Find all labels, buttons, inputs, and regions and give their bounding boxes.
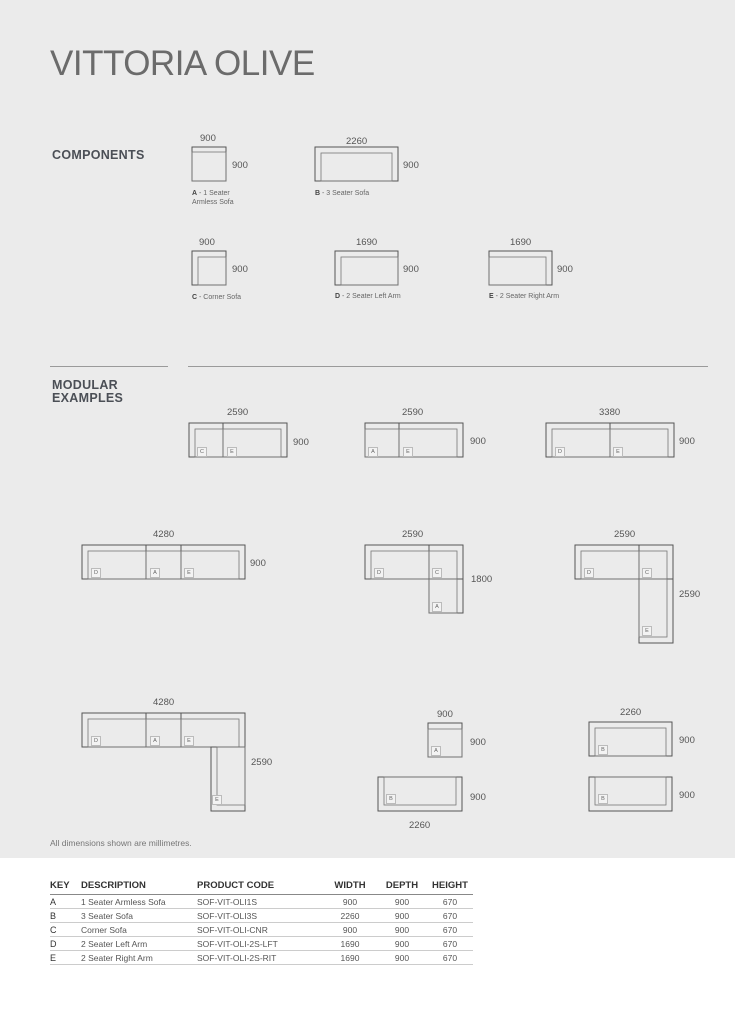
module-tag: E: [212, 795, 222, 805]
example-3-depth: 900: [679, 436, 695, 447]
example-6-depth: 2590: [679, 589, 701, 600]
row-key: A: [50, 895, 81, 909]
component-a-label: - 1 Seater: [199, 190, 230, 197]
components-heading: COMPONENTS: [52, 148, 145, 162]
example-3-width: 3380: [599, 407, 621, 418]
example-7-depth: 2590: [251, 757, 273, 768]
example-9-depth-bottom: 900: [679, 790, 695, 801]
component-b-label: - 3 Seater Sofa: [322, 190, 370, 197]
row-product-code: SOF-VIT-OLI3S: [197, 909, 323, 923]
row-description: 2 Seater Left Arm: [81, 937, 197, 951]
component-a-plan: [192, 147, 226, 181]
row-depth: 900: [377, 923, 427, 937]
row-width: 1690: [323, 951, 377, 965]
example-8-depth-bottom: 900: [470, 792, 486, 803]
module-tag: C: [432, 568, 442, 578]
component-b-caption: [315, 189, 369, 198]
component-e-key: E: [489, 293, 494, 300]
module-tag: E: [613, 447, 623, 457]
table-row: [50, 909, 473, 923]
row-width: 1690: [323, 937, 377, 951]
row-height: 670: [427, 937, 473, 951]
component-a-label2: Armless Sofa: [192, 199, 234, 206]
component-a-depth: 900: [232, 160, 248, 171]
component-d-plan: [335, 251, 398, 285]
component-c-plan: [192, 251, 226, 285]
row-width: 900: [323, 895, 377, 909]
example-2-width: 2590: [402, 407, 424, 418]
table-row: [50, 895, 473, 909]
example-4-width: 4280: [153, 529, 175, 540]
module-tag: A: [150, 736, 160, 746]
component-a-key: A: [192, 190, 198, 197]
module-tag: B: [598, 745, 608, 755]
row-description: Corner Sofa: [81, 923, 197, 937]
component-a-caption: [192, 189, 234, 207]
component-b-width: 2260: [346, 136, 368, 147]
example-2-depth: 900: [470, 436, 486, 447]
row-description: 2 Seater Right Arm: [81, 951, 197, 965]
component-d-key: D: [335, 293, 341, 300]
modular-heading-line1: MODULAR: [52, 378, 118, 392]
header-description: DESCRIPTION: [81, 880, 197, 895]
table-row: [50, 937, 473, 951]
component-b-depth: 900: [403, 160, 419, 171]
component-e-width: 1690: [510, 237, 532, 248]
module-tag: C: [197, 447, 207, 457]
row-height: 670: [427, 909, 473, 923]
row-product-code: SOF-VIT-OLI-CNR: [197, 923, 323, 937]
component-d-depth: 900: [403, 264, 419, 275]
module-tag: E: [184, 736, 194, 746]
row-product-code: SOF-VIT-OLI-2S-RIT: [197, 951, 323, 965]
table-row: [50, 923, 473, 937]
component-c-depth: 900: [232, 264, 248, 275]
header-height: HEIGHT: [427, 880, 473, 895]
header-product-code: PRODUCT CODE: [197, 880, 323, 895]
row-product-code: SOF-VIT-OLI-2S-LFT: [197, 937, 323, 951]
example-1-width: 2590: [227, 407, 249, 418]
row-height: 670: [427, 951, 473, 965]
row-height: 670: [427, 923, 473, 937]
component-b-key: B: [315, 190, 321, 197]
example-3-plan: [546, 423, 674, 457]
row-height: 670: [427, 895, 473, 909]
component-e-depth: 900: [557, 264, 573, 275]
specification-table: [50, 880, 473, 965]
module-tag: A: [432, 602, 442, 612]
example-8-width-top: 900: [437, 709, 453, 720]
example-5-width: 2590: [402, 529, 424, 540]
component-d-caption: [335, 292, 401, 301]
module-tag: A: [368, 447, 378, 457]
row-product-code: SOF-VIT-OLI1S: [197, 895, 323, 909]
example-8-width-bottom: 2260: [409, 820, 431, 831]
example-1-depth: 900: [293, 437, 309, 448]
example-5-plan: [365, 545, 463, 613]
row-key: C: [50, 923, 81, 937]
module-tag: A: [150, 568, 160, 578]
example-4-plan: [82, 545, 245, 579]
row-description: 3 Seater Sofa: [81, 909, 197, 923]
module-tag: D: [91, 568, 101, 578]
module-tag: A: [431, 746, 441, 756]
component-e-label: - 2 Seater Right Arm: [495, 293, 560, 300]
header-depth: DEPTH: [377, 880, 427, 895]
component-c-label: - Corner Sofa: [199, 294, 242, 301]
component-d-width: 1690: [356, 237, 378, 248]
component-e-plan: [489, 251, 552, 285]
example-2-plan: [365, 423, 463, 457]
module-tag: D: [584, 568, 594, 578]
component-e-caption: [489, 292, 559, 301]
module-tag: E: [403, 447, 413, 457]
component-c-width: 900: [199, 237, 215, 248]
example-6-width: 2590: [614, 529, 636, 540]
component-c-key: C: [192, 294, 198, 301]
module-tag: D: [374, 568, 384, 578]
example-4-depth: 900: [250, 558, 266, 569]
module-tag: D: [91, 736, 101, 746]
row-width: 900: [323, 923, 377, 937]
modular-heading-line2: EXAMPLES: [52, 391, 124, 405]
module-tag: B: [386, 794, 396, 804]
table-row: [50, 951, 473, 965]
row-depth: 900: [377, 937, 427, 951]
module-tag: B: [598, 794, 608, 804]
component-b-plan: [315, 147, 398, 181]
header-key: KEY: [50, 880, 81, 895]
example-8-depth-top: 900: [470, 737, 486, 748]
example-7-width: 4280: [153, 697, 175, 708]
row-key: B: [50, 909, 81, 923]
module-tag: E: [227, 447, 237, 457]
row-description: 1 Seater Armless Sofa: [81, 895, 197, 909]
component-d-label: - 2 Seater Left Arm: [342, 293, 401, 300]
row-key: E: [50, 951, 81, 965]
example-9-depth-top: 900: [679, 735, 695, 746]
component-c-caption: [192, 293, 241, 302]
module-tag: E: [184, 568, 194, 578]
row-key: D: [50, 937, 81, 951]
component-a-width: 900: [200, 133, 216, 144]
module-tag: E: [642, 626, 652, 636]
row-depth: 900: [377, 895, 427, 909]
header-width: WIDTH: [323, 880, 377, 895]
module-tag: C: [642, 568, 652, 578]
example-6-plan: [575, 545, 673, 643]
example-9-width: 2260: [620, 707, 642, 718]
dimensions-note: All dimensions shown are millimetres.: [50, 838, 192, 848]
example-5-depth: 1800: [471, 574, 493, 585]
row-width: 2260: [323, 909, 377, 923]
row-depth: 900: [377, 951, 427, 965]
page-title: VITTORIA OLIVE: [50, 44, 315, 83]
module-tag: D: [555, 447, 565, 457]
table-header-row: [50, 880, 473, 895]
row-depth: 900: [377, 909, 427, 923]
